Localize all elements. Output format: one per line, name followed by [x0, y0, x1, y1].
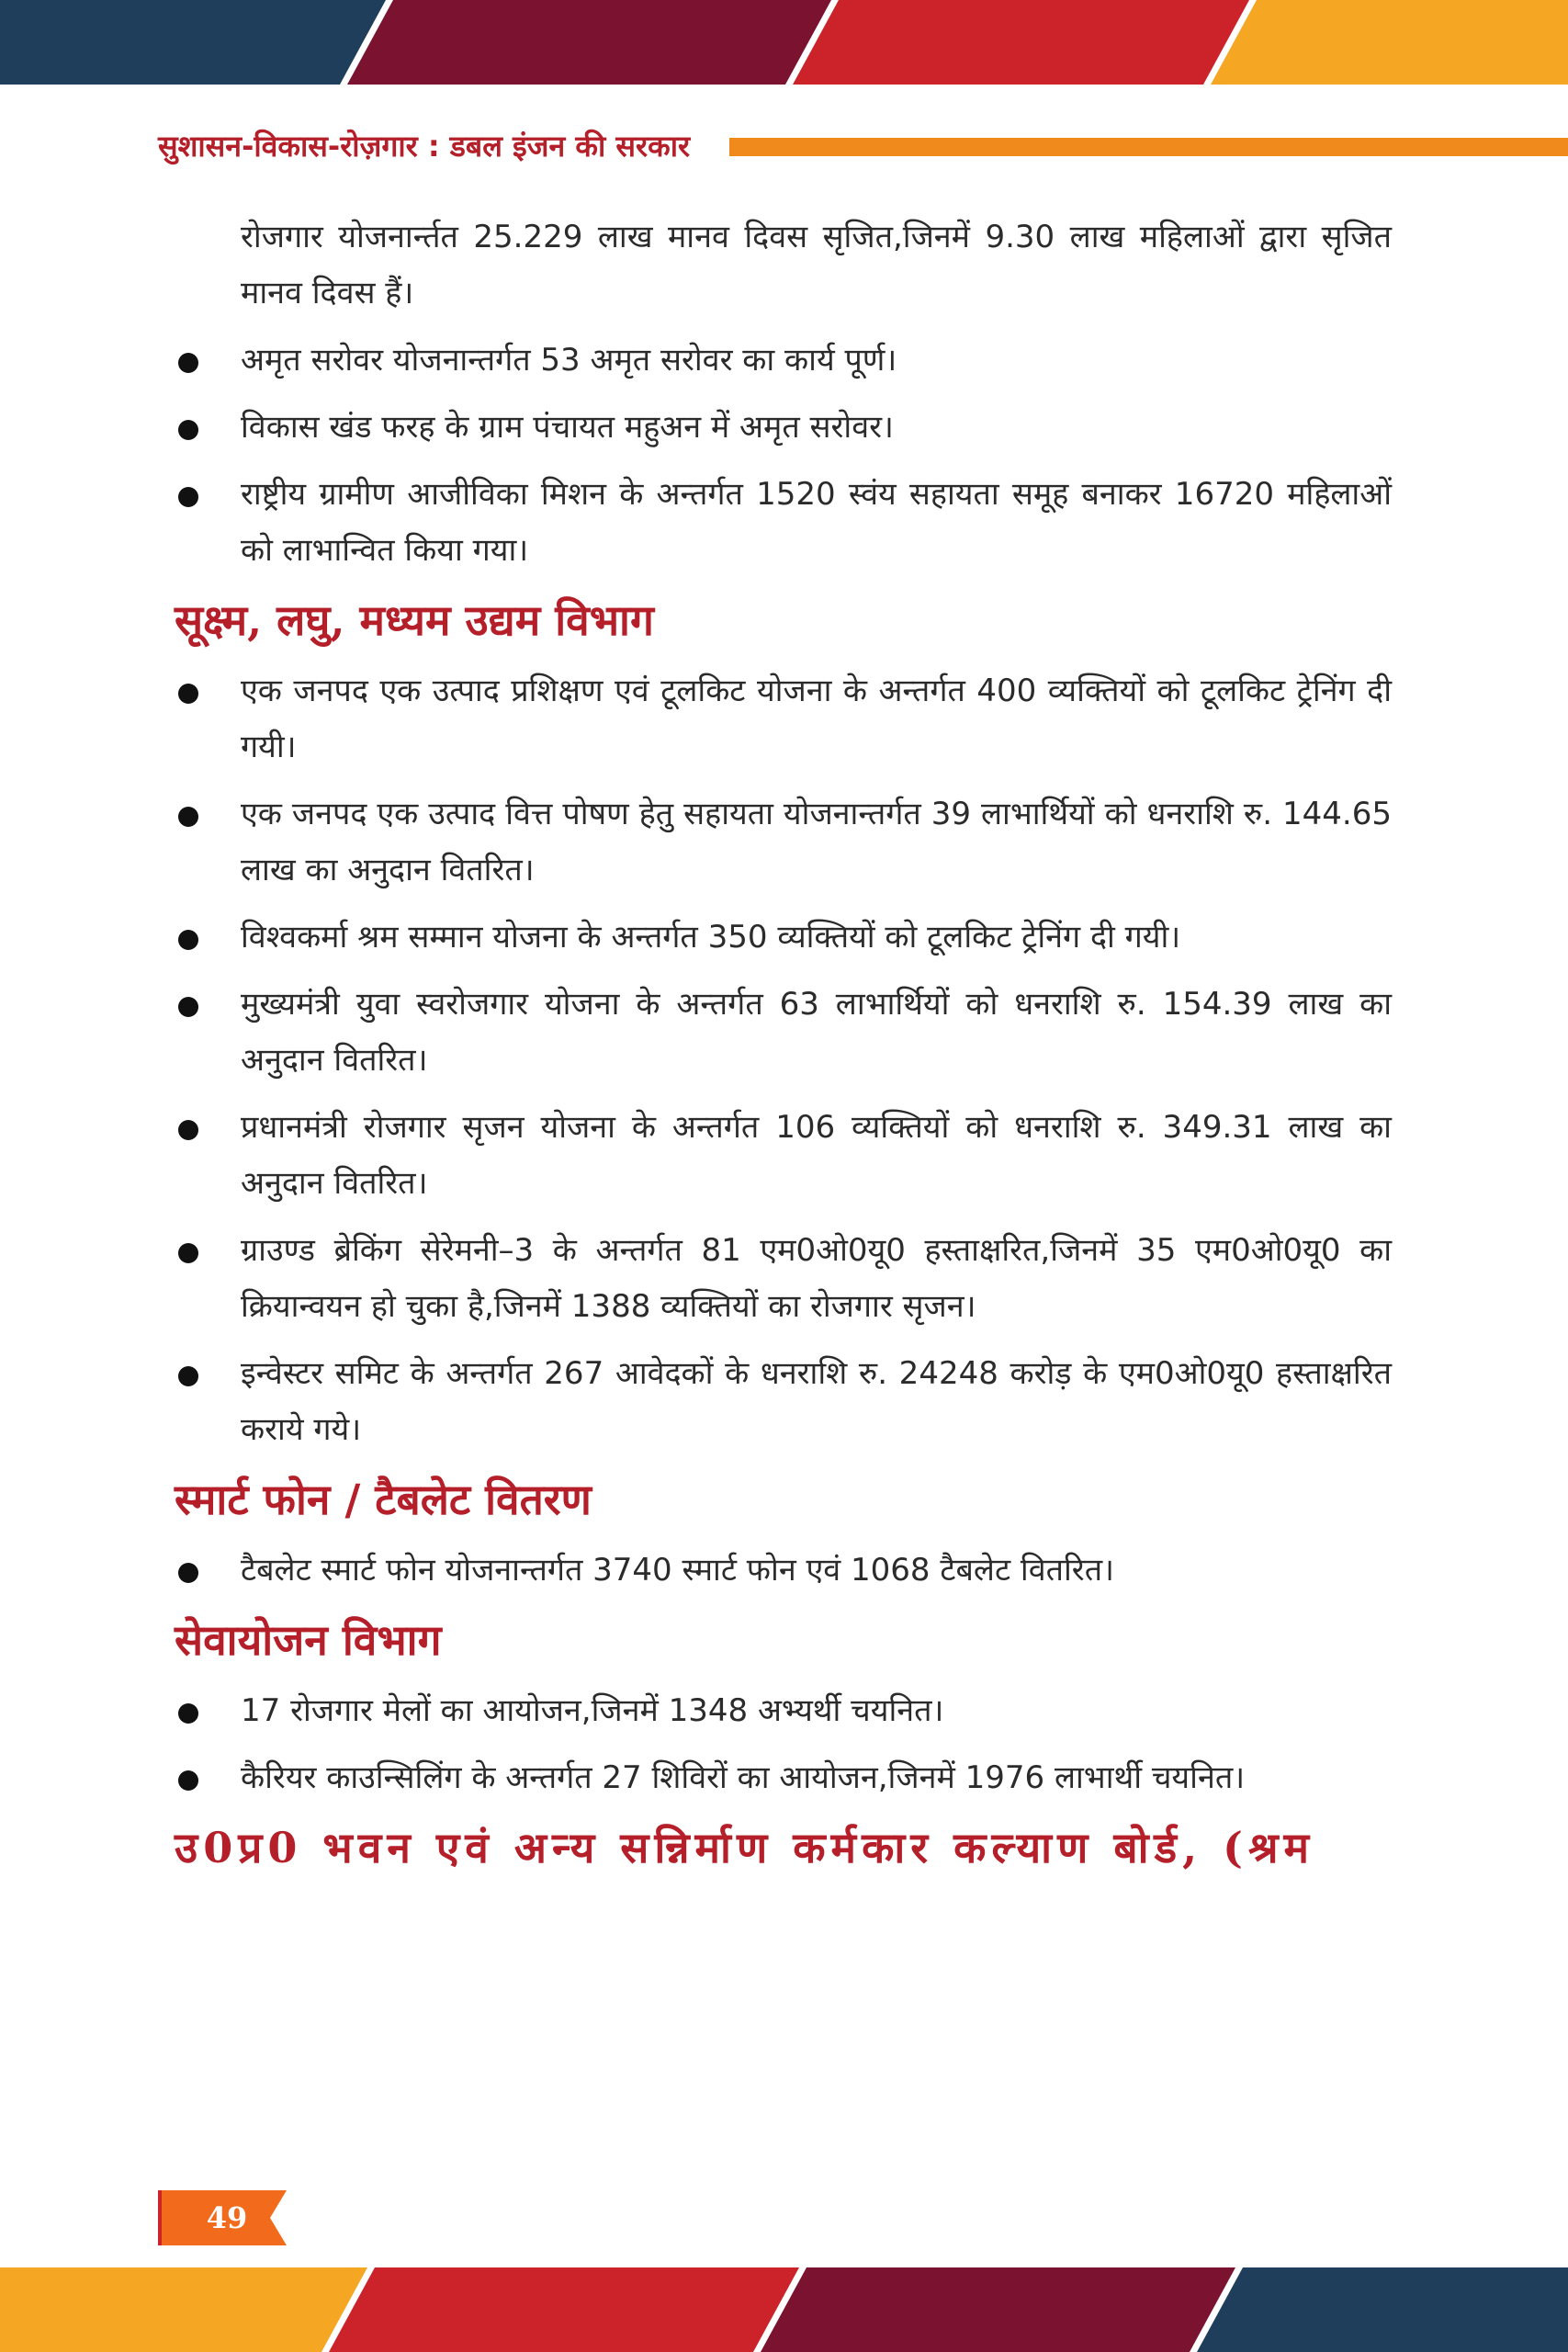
list-item	[175, 910, 1392, 966]
list-item-text: कैरियर काउन्सिलिंग के अन्तर्गत 27 शिविरों का आयोजन,जिनमें 1976 लाभार्थी चयनित।	[241, 1759, 1246, 1796]
running-header	[158, 125, 1413, 167]
list-item	[175, 1683, 1392, 1739]
bullet-icon	[178, 1366, 198, 1386]
list-item-text: एक जनपद एक उत्पाद प्रशिक्षण एवं टूलकिट योजना के अन्तर्गत 400 व्यक्तियों को टूलकिट ट्रेनिंग दी गयी।	[241, 673, 1392, 765]
list-item-text: टैबलेट स्मार्ट फोन योजनान्तर्गत 3740 स्मार्ट फोन एवं 1068 टैबलेट वितरित।	[241, 1552, 1114, 1589]
top-decorative-band	[0, 0, 1568, 85]
list-item	[175, 400, 1392, 456]
list-item	[175, 1100, 1392, 1212]
header-rule	[729, 138, 1568, 156]
list-item-text: विकास खंड फरह के ग्राम पंचायत महुअन में अमृत सरोवर।	[241, 409, 894, 446]
bullet-icon	[178, 1770, 198, 1791]
bullet-icon	[178, 487, 198, 507]
list-item-text: राष्ट्रीय ग्रामीण आजीविका मिशन के अन्तर्गत 1520 स्वंय सहायता समूह बनाकर 16720 महिलाओं को लाभान्वित किया गया।	[241, 476, 1392, 569]
bottom-stripes-graphic	[0, 2267, 1568, 2352]
list-item	[175, 663, 1392, 775]
intro-continuation: रोजगार योजनार्न्तत 25.229 लाख मानव दिवस सृजित,जिनमें 9.30 लाख महिलाओं द्वारा सृजित मानव दिवस हैं।	[241, 219, 1392, 311]
bullet-list-employment	[175, 1683, 1392, 1806]
bullet-icon	[178, 1243, 198, 1263]
bullet-icon	[178, 353, 198, 373]
top-stripes-graphic	[0, 0, 1568, 85]
list-item	[175, 977, 1392, 1089]
list-item	[175, 1750, 1392, 1806]
list-item-text: प्रधानमंत्री रोजगार सृजन योजना के अन्तर्गत 106 व्यक्तियों को धनराशि रु. 349.31 लाख का अनुदान वितरित।	[241, 1109, 1392, 1202]
list-item-text: अमृत सरोवर योजनान्तर्गत 53 अमृत सरोवर का कार्य पूर्ण।	[241, 342, 897, 379]
bullet-icon	[178, 1120, 198, 1140]
list-item	[175, 333, 1392, 389]
list-item	[175, 1223, 1392, 1335]
section-heading-smartphone: स्मार्ट फोन / टैबलेट वितरण	[175, 1475, 592, 1524]
list-item-text: मुख्यमंत्री युवा स्वरोजगार योजना के अन्तर्गत 63 लाभार्थियों को धनराशि रु. 154.39 लाख का अनुदान वितरित।	[241, 986, 1392, 1079]
section-heading-employment: सेवायोजन विभाग	[175, 1615, 442, 1665]
bullet-icon	[178, 807, 198, 827]
bullet-list-smartphone	[175, 1543, 1392, 1599]
bullet-list-rural	[175, 333, 1392, 579]
bullet-icon	[178, 997, 198, 1017]
list-item	[175, 1346, 1392, 1458]
page-content	[175, 209, 1392, 1891]
list-item	[175, 467, 1392, 579]
bullet-icon	[178, 930, 198, 950]
bullet-list-msme	[175, 663, 1392, 1458]
bullet-icon	[178, 1563, 198, 1583]
bullet-icon	[178, 1703, 198, 1724]
header-title: सुशासन-विकास-रोज़गार : डबल इंजन की सरकार	[158, 129, 691, 164]
bottom-decorative-band	[0, 2267, 1568, 2352]
list-item-text: इन्वेस्टर समिट के अन्तर्गत 267 आवेदकों के धनराशि रु. 24248 करोड़ के एम0ओ0यू0 हस्ताक्षरित कराये गये।	[241, 1355, 1392, 1448]
section-heading-msme: सूक्ष्म, लघु, मध्यम उद्यम विभाग	[175, 595, 654, 645]
list-item-text: एक जनपद एक उत्पाद वित्त पोषण हेतु सहायता योजनान्तर्गत 39 लाभार्थियों को धनराशि रु. 144.65 लाख का अनुदान वितरित।	[241, 796, 1392, 888]
list-item	[175, 1543, 1392, 1599]
list-item-text: ग्राउण्ड ब्रेकिंग सेरेमनी–3 के अन्तर्गत 81 एम0ओ0यू0 हस्ताक्षरित,जिनमें 35 एम0ओ0यू0 का क्रियान्वयन हो चुका है,जिनमें 1388 व्यक्तियों का रोजगार सृजन।	[241, 1232, 1392, 1325]
page-number-badge	[158, 2190, 287, 2245]
list-item	[175, 786, 1392, 899]
list-item-text: 17 रोजगार मेलों का आयोजन,जिनमें 1348 अभ्यर्थी चयनित।	[241, 1692, 944, 1729]
bullet-icon	[178, 420, 198, 440]
page-number: 49	[206, 2200, 248, 2235]
section-heading-board: उ0प्र0 भवन एवं अन्य सन्निर्माण कर्मकार कल्याण बोर्ड, (श्रम	[175, 1823, 1315, 1872]
bullet-icon	[178, 684, 198, 704]
list-item-text: विश्वकर्मा श्रम सम्मान योजना के अन्तर्गत 350 व्यक्तियों को टूलकिट ट्रेनिंग दी गयी।	[241, 919, 1181, 956]
